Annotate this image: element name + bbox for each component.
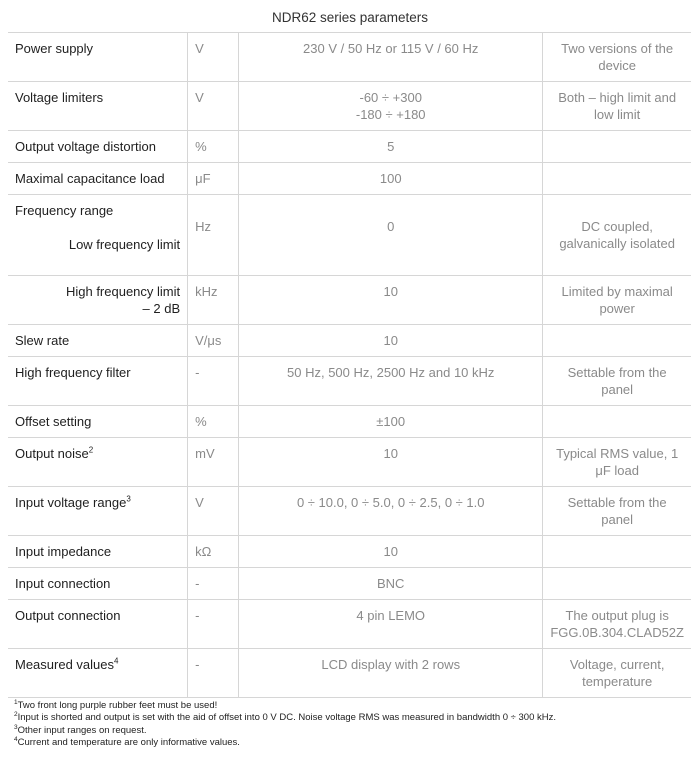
table-row (8, 325, 691, 357)
parameter-value-line: BNC (376, 576, 405, 591)
parameter-note (543, 600, 691, 649)
table-row (8, 568, 691, 600)
parameter-note-line: DC coupled, (581, 219, 653, 234)
parameter-note-line: FGG.0B.304.CLAD52Z (550, 624, 684, 640)
parameter-name-line: Voltage limiters (15, 90, 104, 105)
parameter-value (239, 195, 543, 276)
parameter-name (8, 600, 188, 649)
parameter-note (543, 195, 691, 276)
parameter-note (543, 649, 691, 698)
parameter-value-line: 100 (379, 171, 402, 186)
parameter-value (239, 131, 543, 163)
parameter-value-line: 230 V / 50 Hz or 115 V / 60 Hz (303, 41, 479, 56)
parameter-name-line: Output connection (15, 608, 121, 623)
parameter-value (239, 487, 543, 536)
parameter-value-line: -60 ÷ +300 (359, 90, 422, 105)
parameter-note (543, 568, 691, 600)
parameter-unit: - (188, 600, 239, 649)
table-row (8, 131, 691, 163)
footnote-text: Two front long purple rubber feet must be used! (17, 700, 218, 711)
parameter-value-line: 50 Hz, 500 Hz, 2500 Hz and 10 kHz (287, 365, 495, 380)
parameter-value (239, 438, 543, 487)
parameter-name (8, 195, 188, 276)
parameter-name-line: Input impedance (15, 544, 112, 559)
parameter-note-line: galvanically isolated (559, 235, 675, 251)
parameter-value-line: -180 ÷ +180 (355, 106, 426, 122)
parameter-value-line: 10 (383, 544, 398, 559)
parameter-note (543, 438, 691, 487)
parameters-table (8, 32, 691, 698)
parameter-unit: μF (188, 163, 239, 195)
parameter-unit: Hz (188, 195, 239, 276)
parameter-name (8, 438, 188, 487)
parameter-note-line: panel (601, 511, 634, 527)
footnote (14, 700, 556, 712)
parameter-name-line: Output noise$^2$ (15, 445, 94, 461)
table-row (8, 195, 691, 276)
footnote-text: Other input ranges on request. (17, 724, 147, 736)
parameter-name (8, 163, 188, 195)
parameter-unit: V/μs (188, 325, 239, 357)
parameters-table-body (8, 33, 691, 698)
parameter-value (239, 536, 543, 568)
footnote-number: 4 (14, 735, 18, 743)
parameter-value-line: 0 ÷ 10.0, 0 ÷ 5.0, 0 ÷ 2.5, 0 ÷ 1.0 (296, 495, 485, 510)
parameter-name-line: Input voltage range$^3$ (15, 494, 131, 510)
parameter-note-line: Settable from the (567, 365, 667, 380)
parameter-value (239, 163, 543, 195)
parameter-name-line: Power supply (15, 41, 94, 56)
table-row (8, 276, 691, 325)
footnote (14, 712, 556, 724)
parameter-unit: kΩ (188, 536, 239, 568)
parameter-value (239, 600, 543, 649)
footnote-number: 1 (14, 698, 18, 706)
parameter-note (543, 276, 691, 325)
table-row (8, 406, 691, 438)
parameter-note (543, 357, 691, 406)
parameter-note-line: The output plug is (565, 608, 669, 623)
parameter-value (239, 357, 543, 406)
footnote-text: Input is shorted and output is set with the aid of offset into 0 V DC. Noise voltage RMS was measured in bandwidth 0 ÷ 300 kHz. (17, 712, 557, 724)
parameter-unit: % (188, 406, 239, 438)
parameter-value-line: LCD display with 2 rows (321, 657, 461, 672)
parameter-value (239, 276, 543, 325)
parameter-name-line: Frequency range (15, 203, 114, 218)
parameter-name (8, 131, 188, 163)
parameter-name (8, 406, 188, 438)
parameter-note (543, 33, 691, 82)
footnotes (14, 700, 556, 749)
parameter-note-line: Two versions of the (561, 41, 674, 56)
parameter-name-line: Low frequency limit (68, 236, 181, 252)
parameter-note (543, 163, 691, 195)
parameter-value-line: 10 (383, 446, 398, 461)
parameter-unit: V (188, 33, 239, 82)
parameter-unit: % (188, 131, 239, 163)
parameter-note-line: panel (601, 381, 634, 397)
table-row (8, 487, 691, 536)
parameter-unit: kHz (188, 276, 239, 325)
parameter-name (8, 33, 188, 82)
footnote-ref: 3 (126, 494, 131, 504)
parameter-name (8, 82, 188, 131)
parameter-note (543, 536, 691, 568)
parameter-name (8, 276, 188, 325)
parameter-name (8, 325, 188, 357)
table-row (8, 649, 691, 698)
parameter-name-line: Slew rate (15, 333, 70, 348)
parameter-note-line: power (599, 300, 635, 316)
parameter-unit: V (188, 487, 239, 536)
parameter-name-line: Maximal capacitance load (15, 171, 165, 186)
parameter-name (8, 487, 188, 536)
parameter-value-line: ±100 (376, 414, 406, 429)
table-row (8, 357, 691, 406)
parameter-value-line: 5 (387, 139, 395, 154)
parameter-note-line: temperature (582, 673, 653, 689)
footnote-ref: 4 (114, 656, 119, 666)
parameter-note (543, 406, 691, 438)
parameter-note-line: Limited by maximal (561, 284, 673, 299)
table-row (8, 82, 691, 131)
parameter-name-line: High frequency limit (65, 284, 181, 299)
parameter-note-line: low limit (594, 106, 641, 122)
parameter-note-line: Settable from the (567, 495, 667, 510)
footnote-ref: 2 (88, 445, 94, 455)
table-row (8, 33, 691, 82)
footnote-number: 2 (14, 711, 18, 719)
parameter-note-line: Both – high limit and (558, 90, 677, 105)
parameter-name (8, 649, 188, 698)
parameter-name-line: Measured values$^4$ (15, 656, 119, 672)
parameter-note (543, 487, 691, 536)
table-row (8, 163, 691, 195)
parameter-value (239, 649, 543, 698)
parameter-note (543, 325, 691, 357)
parameter-note-line: Voltage, current, (569, 657, 665, 672)
parameter-name (8, 568, 188, 600)
parameter-note-line: μF load (595, 462, 639, 478)
parameter-name-line: Input connection (15, 576, 111, 591)
footnote-number: 3 (14, 723, 18, 731)
parameter-value (239, 325, 543, 357)
parameter-note-line: Typical RMS value, 1 (556, 446, 679, 461)
parameter-unit: mV (188, 438, 239, 487)
parameter-name-line: High frequency filter (15, 365, 131, 380)
parameter-value-line: 0 (387, 219, 395, 234)
parameter-value-line: 10 (383, 333, 398, 348)
footnote (14, 725, 556, 737)
parameter-unit: - (188, 568, 239, 600)
parameter-unit: - (188, 357, 239, 406)
parameter-name (8, 536, 188, 568)
parameter-value-line: 4 pin LEMO (356, 608, 426, 623)
footnote-text: Current and temperature are only informative values. (17, 736, 240, 748)
parameter-unit: V (188, 82, 239, 131)
parameter-note-line: device (598, 57, 636, 73)
parameter-value-line: 10 (383, 284, 398, 299)
parameter-value (239, 406, 543, 438)
parameter-name-line: Output voltage distortion (15, 139, 156, 154)
parameter-value (239, 33, 543, 82)
parameter-unit: - (188, 649, 239, 698)
table-row (8, 600, 691, 649)
parameter-note (543, 82, 691, 131)
table-title: NDR62 series parameters (271, 10, 429, 25)
table-row (8, 438, 691, 487)
parameter-name-line: – 2 dB (142, 300, 181, 316)
table-row (8, 536, 691, 568)
footnote (14, 737, 556, 749)
parameter-note (543, 131, 691, 163)
parameter-value (239, 82, 543, 131)
parameter-value (239, 568, 543, 600)
parameter-name (8, 357, 188, 406)
parameter-name-line: Offset setting (15, 414, 92, 429)
